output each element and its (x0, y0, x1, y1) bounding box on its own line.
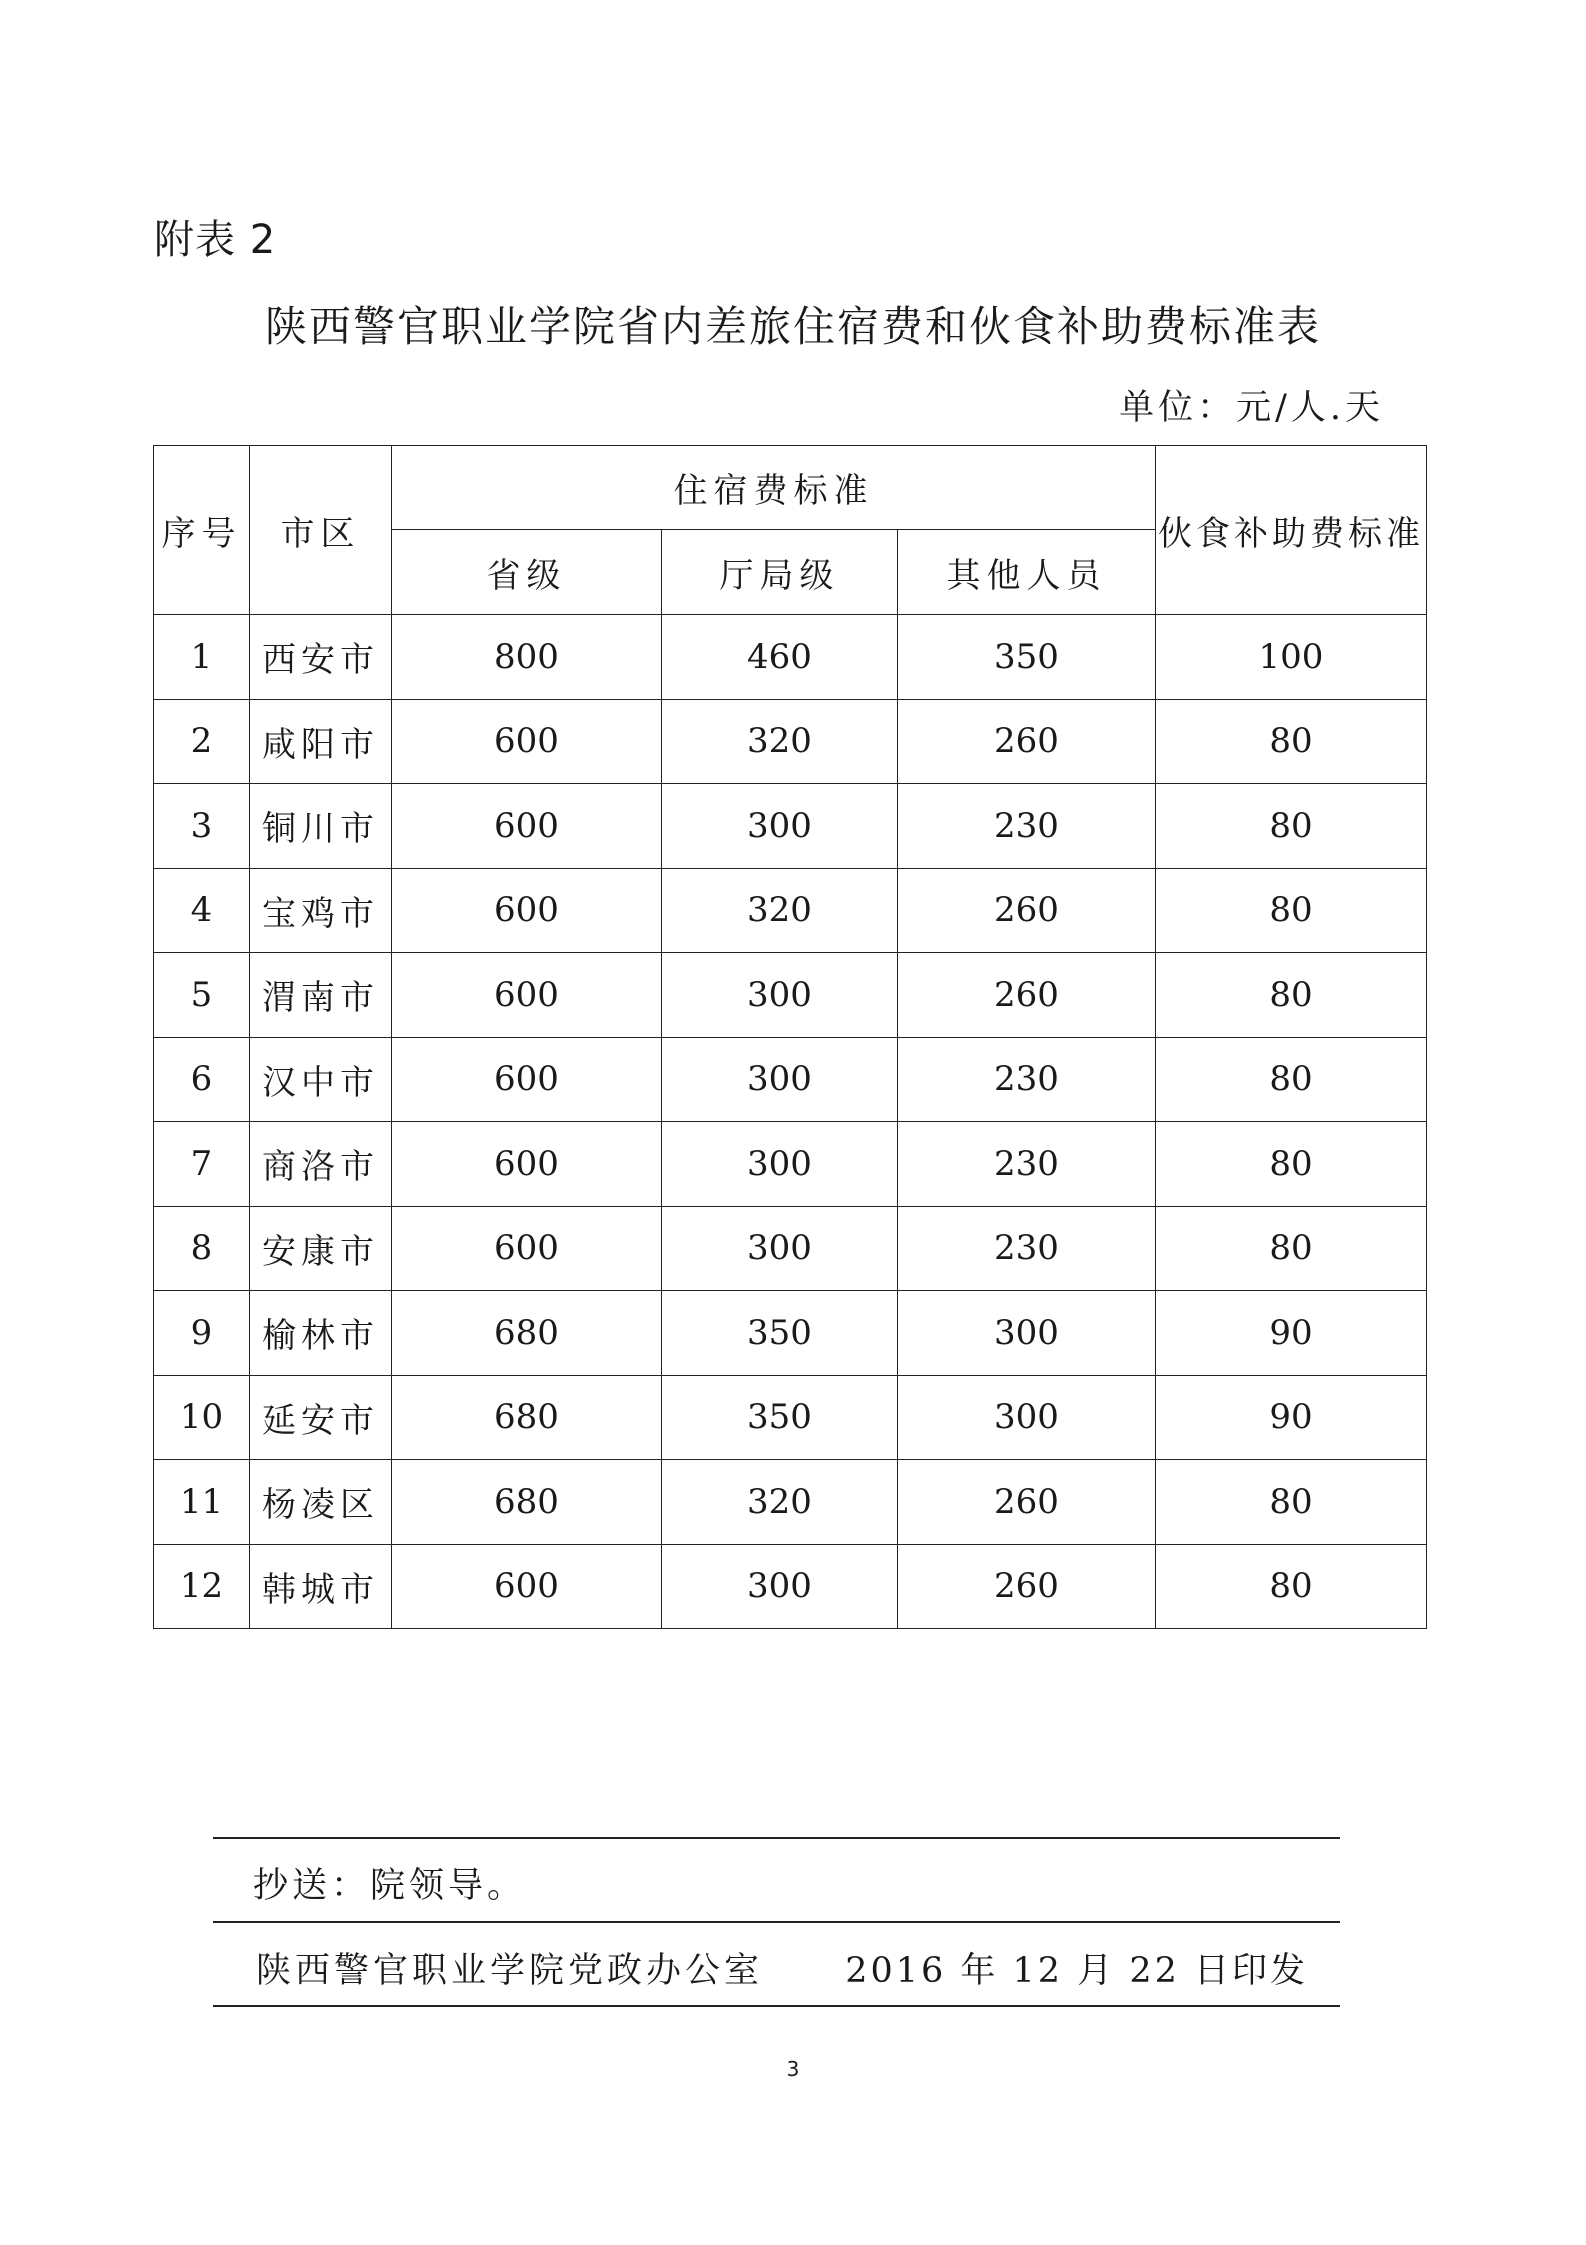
page-number: 3 (786, 2057, 800, 2081)
cell-bureau: 300 (662, 784, 898, 869)
cell-provincial: 600 (392, 1544, 662, 1629)
table-row (154, 1122, 1427, 1207)
cell-meal: 80 (1156, 699, 1427, 784)
cell-others: 230 (898, 1037, 1156, 1122)
cell-others: 260 (898, 868, 1156, 953)
cell-bureau: 320 (662, 868, 898, 953)
cell-no: 10 (154, 1375, 250, 1460)
cell-no: 3 (154, 784, 250, 869)
table-row (154, 1544, 1427, 1629)
divider-bottom (213, 2005, 1340, 2007)
cell-meal: 80 (1156, 1460, 1427, 1545)
cell-bureau: 350 (662, 1375, 898, 1460)
header-bureau: 厅局级 (662, 530, 898, 615)
cell-provincial: 680 (392, 1375, 662, 1460)
table-row (154, 1037, 1427, 1122)
table-row (154, 1460, 1427, 1545)
cell-city: 西安市 (250, 615, 392, 700)
cell-bureau: 300 (662, 1037, 898, 1122)
unit-note: 单位：元/人.天 (1119, 388, 1384, 428)
cell-provincial: 600 (392, 1206, 662, 1291)
cell-meal: 80 (1156, 784, 1427, 869)
cell-others: 260 (898, 1544, 1156, 1629)
cell-meal: 80 (1156, 1206, 1427, 1291)
cell-provincial: 680 (392, 1460, 662, 1545)
cell-others: 300 (898, 1375, 1156, 1460)
cell-meal: 80 (1156, 1544, 1427, 1629)
cell-bureau: 350 (662, 1291, 898, 1376)
header-provincial: 省级 (392, 530, 662, 615)
cell-bureau: 300 (662, 1206, 898, 1291)
issuing-office: 陕西警官职业学院党政办公室 (256, 1951, 764, 1991)
cell-provincial: 600 (392, 1037, 662, 1122)
cell-city: 榆林市 (250, 1291, 392, 1376)
cell-others: 260 (898, 699, 1156, 784)
cell-city: 商洛市 (250, 1122, 392, 1207)
cell-bureau: 300 (662, 1544, 898, 1629)
cc-line: 抄送：院领导。 (253, 1866, 527, 1906)
header-meal: 伙食补助费标准 (1156, 446, 1427, 615)
cell-provincial: 600 (392, 868, 662, 953)
cell-no: 5 (154, 953, 250, 1038)
cell-city: 渭南市 (250, 953, 392, 1038)
cell-provincial: 600 (392, 953, 662, 1038)
divider-middle (213, 1921, 1340, 1923)
cell-no: 12 (154, 1544, 250, 1629)
cell-bureau: 300 (662, 1122, 898, 1207)
divider-top (213, 1837, 1340, 1839)
document-title: 陕西警官职业学院省内差旅住宿费和伙食补助费标准表 (264, 302, 1321, 351)
cell-city: 安康市 (250, 1206, 392, 1291)
cell-no: 7 (154, 1122, 250, 1207)
cell-others: 230 (898, 784, 1156, 869)
cell-meal: 80 (1156, 953, 1427, 1038)
cell-meal: 80 (1156, 1037, 1427, 1122)
table-row (154, 615, 1427, 700)
cell-city: 韩城市 (250, 1544, 392, 1629)
cell-meal: 80 (1156, 1122, 1427, 1207)
cell-no: 1 (154, 615, 250, 700)
table-row (154, 699, 1427, 784)
cell-meal: 90 (1156, 1291, 1427, 1376)
cell-city: 宝鸡市 (250, 868, 392, 953)
cell-bureau: 460 (662, 615, 898, 700)
cell-city: 延安市 (250, 1375, 392, 1460)
header-city: 市区 (250, 446, 392, 615)
cell-meal: 100 (1156, 615, 1427, 700)
table-row (154, 1375, 1427, 1460)
header-index: 序号 (154, 446, 250, 615)
cell-others: 350 (898, 615, 1156, 700)
table-row (154, 784, 1427, 869)
cell-others: 260 (898, 953, 1156, 1038)
cell-provincial: 600 (392, 1122, 662, 1207)
cell-no: 6 (154, 1037, 250, 1122)
rates-table (153, 445, 1427, 1629)
cell-city: 铜川市 (250, 784, 392, 869)
cell-others: 300 (898, 1291, 1156, 1376)
cell-bureau: 320 (662, 699, 898, 784)
cell-city: 咸阳市 (250, 699, 392, 784)
cell-provincial: 680 (392, 1291, 662, 1376)
cell-others: 260 (898, 1460, 1156, 1545)
cell-provincial: 600 (392, 784, 662, 869)
cell-city: 杨凌区 (250, 1460, 392, 1545)
table-row (154, 1206, 1427, 1291)
cell-no: 11 (154, 1460, 250, 1545)
cell-no: 8 (154, 1206, 250, 1291)
cell-provincial: 800 (392, 615, 662, 700)
cell-others: 230 (898, 1122, 1156, 1207)
table-body (154, 615, 1427, 1629)
table-row (154, 868, 1427, 953)
cell-provincial: 600 (392, 699, 662, 784)
cell-others: 230 (898, 1206, 1156, 1291)
cell-no: 4 (154, 868, 250, 953)
header-lodging-group: 住宿费标准 (392, 446, 1156, 530)
cell-no: 2 (154, 699, 250, 784)
cell-bureau: 300 (662, 953, 898, 1038)
header-row (154, 446, 1427, 530)
cell-no: 9 (154, 1291, 250, 1376)
header-others: 其他人员 (898, 530, 1156, 615)
issue-date: 2016 年 12 月 22 日印发 (845, 1951, 1308, 1991)
cell-bureau: 320 (662, 1460, 898, 1545)
cell-meal: 90 (1156, 1375, 1427, 1460)
table-row (154, 1291, 1427, 1376)
cell-city: 汉中市 (250, 1037, 392, 1122)
appendix-label: 附表 2 (154, 217, 277, 263)
table-row (154, 953, 1427, 1038)
cell-meal: 80 (1156, 868, 1427, 953)
